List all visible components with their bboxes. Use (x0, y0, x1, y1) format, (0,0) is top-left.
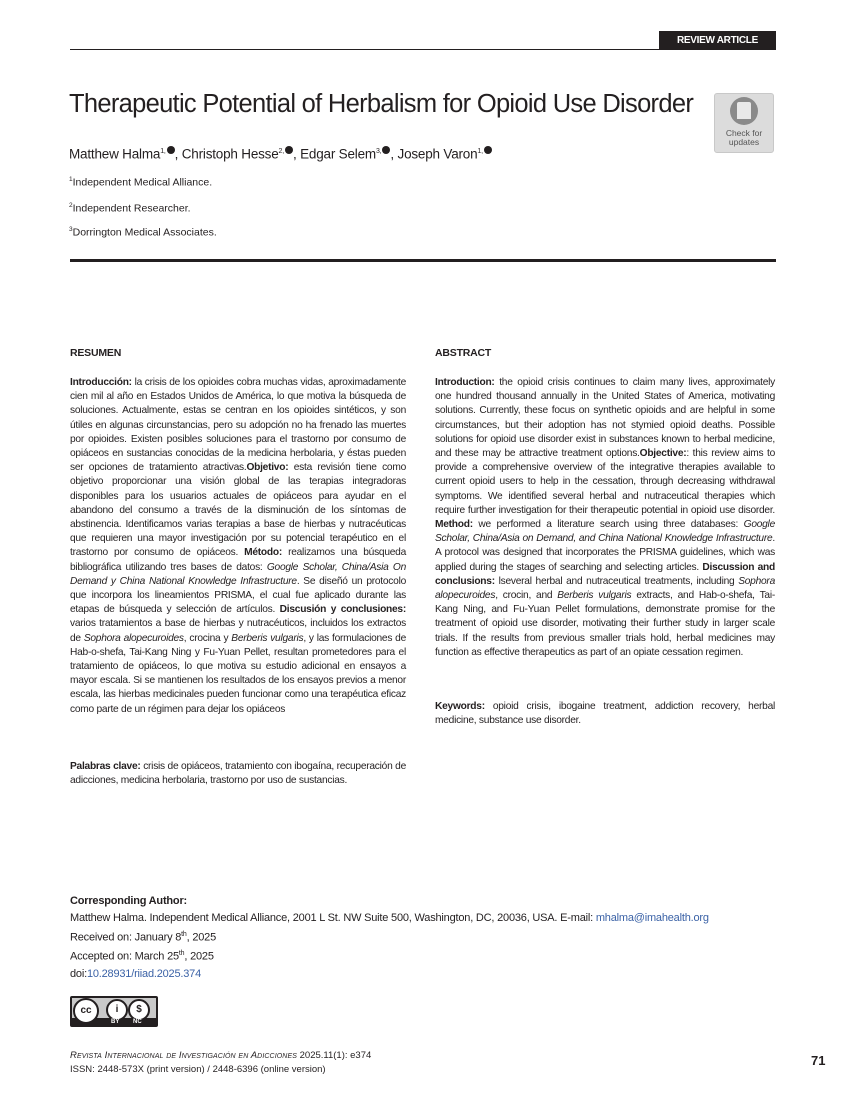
check-updates-label: Check for updates (725, 128, 763, 147)
email-link[interactable]: mhalma@imahealth.org (595, 911, 709, 924)
affiliation: $^3$Dorrington Medical Associates. (69, 226, 217, 239)
check-for-updates-button[interactable] (714, 93, 774, 153)
author-affiliation-marker: 1, (477, 148, 483, 155)
keywords: Keywords: opioid crisis, ibogaine treatment, addiction recovery, herbal medicine, substance use disorder. (435, 701, 775, 727)
author-affiliation-marker: 2, (278, 148, 284, 155)
correspondence-address: Matthew Halma. Independent Medical Alliance, 2001 L St. NW Suite 500, Washington, DC, 20036, USA. E-mail: mhalma@imahealth.org (70, 911, 709, 924)
author-list: Matthew Halma$^{1,}$ , Christoph Hesse$^{2,}$ , Edgar Selem$^{3,}$ , Joseph Varon$^{1,}$ (69, 142, 492, 165)
page-number: 71 (811, 1053, 826, 1068)
author-name: Edgar Selem (300, 146, 376, 162)
received-date: Received on: January 8th, 2025 (70, 930, 217, 944)
affiliation: $^2$Independent Researcher. (69, 202, 191, 215)
cc-by-label: BY (111, 1019, 120, 1025)
orcid-icon[interactable] (484, 146, 492, 154)
orcid-icon[interactable] (285, 146, 293, 154)
doi-link[interactable]: 10.28931/riiad.2025.374 (86, 967, 201, 980)
author-name: Christoph Hesse (181, 146, 279, 162)
resumen-body: Introducción: la crisis de los opioides cobra muchas vidas, aproximadamente cien mil al año en Estados Unidos de América, lo que motiva la búsqueda de soluciones. Actualmente, estas se centran en los opioides sintéticos, y son útiles en algunas circunstancias, pero su adopción no ha frenado las muertes por opioides. Existen posibles soluciones para el trastorno por consumo de opiáceos en sustancias conocidas de la medicina herbolaria, y éstas pueden ser opciones de tratamiento atractivas.Objetivo: esta revisión tiene como objetivo proporcionar una visión global de las terapias integradoras disponibles para los usuarios actuales de opiáceos para ayudar en el abandono del consumo a través de la disminución de los síntomas de abstinencia. Identificamos varias terapias a base de hierbas y nutracéuticas que requieren una mayor investigación por su potencial terapéutico en el trastorno por consumo de opiáceos. Método: realizamos una búsqueda bibliográfica utilizando tres bases de datos: Google Scholar, China/Asia On Demand y China National Knowledge Infrastructure. Se diseñó un protocolo que incorpora los lineamientos PRISMA, el cual fue aplicado durante las etapas de búsqueda y selección de artículos. Discusión y conclusiones: varios tratamientos a base de hierbas y nutracéuticos, incluidos los extractos de Sophora alopecuroides, crocina y Berberis vulgaris, y las formulaciones de Hab-o-shefa, Tai-Kang Ning y Fu-Yuan Pellet, resultan prometedores para el tratamiento de opiáceos, lo que motiva su estudio adicional en ensayos a mayor escala. Si se mantienen los resultados de los ensayos previos a menor escala, las hierbas medicinales pueden funcionar como una terapéutica eficaz como parte de un régimen para dejar los opiáceos (70, 377, 407, 715)
abstract-body: Introduction: the opioid crisis continues to claim many lives, approximately one hundred thousand annually in the United States of America, motivating solutions. Currently, these focus on synthetic opioids and are helpful in some circumstances, but their adoption has not stymied opioid deaths. Possible solutions for opioid use disorder exist in substances known to herbal medicine, and these may be attractive treatment options.Objective:: this review aims to provide a comprehensive overview of the integrative therapies available to current opioid users to help in the cessation, through decreasing withdrawal symptoms. We identified several herbal and nutraceutical therapies which require further investigation for their therapeutic potential in opioid use disorder. Method: we performed a literature search using three databases: Google Scholar, China/Asia on Demand, and China National Knowledge Infrastructure. A protocol was designed that incorporates the PRISMA guidelines, which was applied during the stages of searching and selecting articles. Discussion and conclusions: lseveral herbal and nutraceutical treatments, including Sophora alopecuroides, crocin, and Berberis vulgaris extracts, and Hab-o-shefa, Tai-Kang Ning, and Fu-Yuan Pellet formulations, demonstrate promise for the treatment of opioid use disorder, motivating their further study in larger scale trials. If the results from previous smaller trials hold, herbal medicines may function as effective therapeutics as part of an opiate cessation regimen. (435, 377, 776, 658)
creative-commons-license-badge[interactable] (70, 996, 158, 1027)
orcid-icon[interactable] (382, 146, 390, 154)
article-type-badge: REVIEW ARTICLE (659, 31, 776, 50)
attribution-icon: i (106, 999, 128, 1021)
cc-icon: cc (73, 998, 99, 1024)
affiliation: $^1$Independent Medical Alliance. (69, 176, 213, 189)
author-affiliation-marker: 3, (375, 148, 382, 155)
resumen-heading: RESUMEN (70, 347, 122, 359)
orcid-icon[interactable] (167, 146, 175, 154)
bookmark-icon (730, 97, 758, 125)
cc-nc-label: NC (133, 1019, 142, 1025)
accepted-date: Accepted on: March 25th, 2025 (70, 950, 214, 963)
author-name: Matthew Halma (69, 146, 161, 162)
author-affiliation-marker: 1, (160, 148, 166, 155)
author-name: Joseph Varon (397, 146, 478, 162)
section-divider (70, 259, 776, 262)
article-title: Therapeutic Potential of Herbalism for Opioid Use Disorder (69, 90, 694, 118)
abstract-heading: ABSTRACT (435, 347, 492, 359)
corresponding-author-heading: Corresponding Author: (70, 895, 187, 907)
noncommercial-icon: $ (128, 999, 150, 1021)
palabras-clave: Palabras clave: crisis de opiáceos, tratamiento con ibogaína, recuperación de adicciones, medicina herbolaria, trastorno por uso de sustancias. (70, 761, 406, 787)
correspondence-block (70, 893, 709, 982)
issn: ISSN: 2448-573X (print version) / 2448-6396 (online version) (70, 1064, 326, 1075)
doi: doi:10.28931/riiad.2025.374 (70, 967, 201, 980)
journal-citation: Revista Internacional de Investigación en Adicciones 2025.11(1): e374 (70, 1050, 372, 1061)
